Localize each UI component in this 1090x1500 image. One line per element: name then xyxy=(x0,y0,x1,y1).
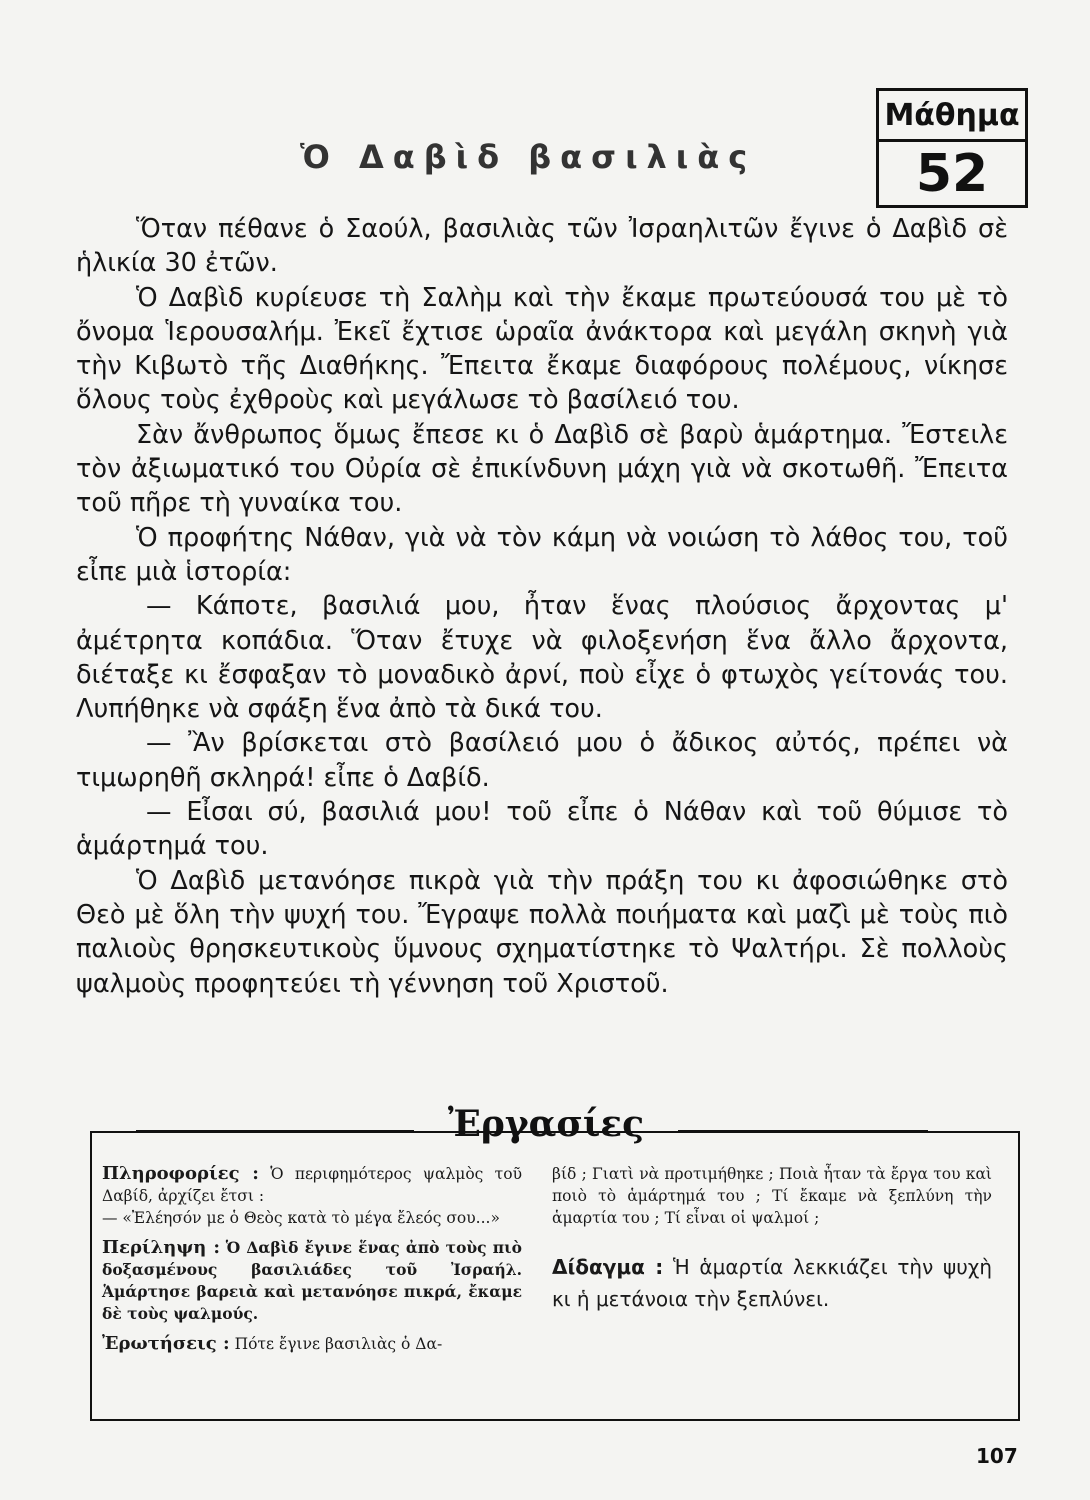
erotiseis-text: Πότε ἔγινε βασιλιὰς ὁ Δα- xyxy=(234,1335,443,1353)
dialog-paragraph: — Εἶσαι σύ, βασιλιά μου! τοῦ εἶπε ὁ Νάθαν καὶ τοῦ θύμισε τὸ ἁμάρτημά του. xyxy=(76,797,1008,862)
paragraph: Ὁ προφήτης Νάθαν, γιὰ νὰ τὸν κάμη νὰ νοιώση τὸ λάθος του, τοῦ εἶπε μιὰ ἱστορία: xyxy=(76,522,1008,587)
page-title: Ὁ Δαβὶδ βασιλιὰς xyxy=(300,138,757,176)
exercises-right-column xyxy=(552,1163,992,1323)
paragraph: Ὅταν πέθανε ὁ Σαούλ, βασιλιὰς τῶν Ἰσραηλιτῶν ἔγινε ὁ Δαβὶδ σὲ ἡλικία 30 ἐτῶν. xyxy=(76,214,1008,279)
page-number: 107 xyxy=(976,1444,1018,1468)
didagma-section xyxy=(552,1251,992,1315)
erotiseis-label: Ἐρωτήσεις : xyxy=(102,1333,230,1354)
ergasies-title: Ἐργασίες xyxy=(447,1103,645,1145)
exercises-box xyxy=(90,1131,1020,1421)
perilipsi-section xyxy=(102,1237,522,1325)
erotiseis-continued: βίδ ; Γιατὶ νὰ προτιμήθηκε ; Ποιὰ ἦταν τὰ ἔργα του καὶ ποιὸ τὸ ἁμάρτημά του ; Τί ἔκαμε νὰ ξεπλύνη τὴν ἁμαρτία του ; Τί εἶναι οἱ ψαλμοί ; xyxy=(552,1165,992,1227)
plirofories-label: Πληροφορίες : xyxy=(102,1163,259,1184)
erotiseis-section xyxy=(102,1333,522,1355)
didagma-text: Ἡ ἁμαρτία λεκκιάζει τὴν ψυχὴ κι ἡ μετάνοια τὴν ξεπλύνει. xyxy=(552,1255,993,1311)
paragraph: Σὰν ἄνθρωπος ὅμως ἔπεσε κι ὁ Δαβὶδ σὲ βαρὺ ἁμάρτημα. Ἔστειλε τὸν ἀξιωματικό του Οὐρία σὲ ἐπικίνδυνη μάχη γιὰ νὰ σκοτωθῆ. Ἔπειτα τοῦ πῆρε τὴ γυναίκα του. xyxy=(76,419,1008,519)
lesson-number: 52 xyxy=(915,144,989,204)
lesson-badge xyxy=(876,88,1028,208)
didagma-label: Δίδαγμα : xyxy=(552,1255,664,1279)
paragraph: Ὁ Δαβὶδ κυρίευσε τὴ Σαλὴμ καὶ τὴν ἔκαμε πρωτεύουσά του μὲ τὸ ὄνομα Ἱερουσαλήμ. Ἐκεῖ ἔχτισε ὡραῖα ἀνάκτορα καὶ μεγάλη σκηνὴ γιὰ τὴν Κιβωτὸ τῆς Διαθήκης. Ἔπειτα ἔκαμε διαφόρους πολέμους, νίκησε ὅλους τοὺς ἐχθροὺς καὶ μεγάλωσε τὸ βασίλειό του. xyxy=(76,282,1008,416)
dialog-paragraph: — Ἂν βρίσκεται στὸ βασίλειό μου ὁ ἄδικος αὐτός, πρέπει νὰ τιμωρηθῆ σκληρά! εἶπε ὁ Δαβίδ. xyxy=(76,728,1008,793)
perilipsi-text: Ὁ Δαβὶδ ἔγινε ἕνας ἀπὸ τοὺς πιὸ δοξασμένους βασιλιάδες τοῦ Ἰσραήλ. Ἁμάρτησε βαρειὰ καὶ μετανόησε πικρά, ἔκαμε δὲ τοὺς ψαλμούς. xyxy=(102,1238,522,1323)
plirofories-section xyxy=(102,1163,522,1229)
paragraph: Ὁ Δαβὶδ μετανόησε πικρὰ γιὰ τὴν πράξη του κι ἀφοσιώθηκε στὸ Θεὸ μὲ ὅλη τὴν ψυχή του. Ἔγραψε πολλὰ ποιήματα καὶ μαζὶ μὲ τοὺς πιὸ παλιοὺς θρησκευτικοὺς ὕμνους σχηματίστηκε τὸ Ψαλτήρι. Σὲ πολλοὺς ψαλμοὺς προφητεύει τὴ γέννηση τοῦ Χριστοῦ. xyxy=(76,865,1008,999)
perilipsi-label: Περίληψη : xyxy=(102,1237,221,1258)
dialog-paragraph: — Κάποτε, βασιλιά μου, ἦταν ἕνας πλούσιος ἄρχοντας μ' ἀμέτρητα κοπάδια. Ὅταν ἔτυχε νὰ φιλοξενήση ἕνα ἄλλο ἄρχοντα, διέταξε κι ἔσφαξαν τὸ μοναδικὸ ἀρνί, ποὺ εἶχε ὁ φτωχὸς γείτονάς του. Λυπήθηκε νὰ σφάξη ἕνα ἀπὸ τὰ δικά του. xyxy=(76,591,1008,725)
lesson-body xyxy=(76,212,1008,1001)
plirofories-quote: — «Ἐλέησόν με ὁ Θεὸς κατὰ τὸ μέγα ἔλεός σου...» xyxy=(102,1209,500,1227)
lesson-word: Μάθημα xyxy=(879,93,1025,142)
exercises-left-column xyxy=(102,1163,522,1363)
plirofories-text: Ὁ περιφημότερος ψαλμὸς τοῦ Δαβίδ, ἀρχίζει ἔτσι : xyxy=(102,1165,522,1205)
